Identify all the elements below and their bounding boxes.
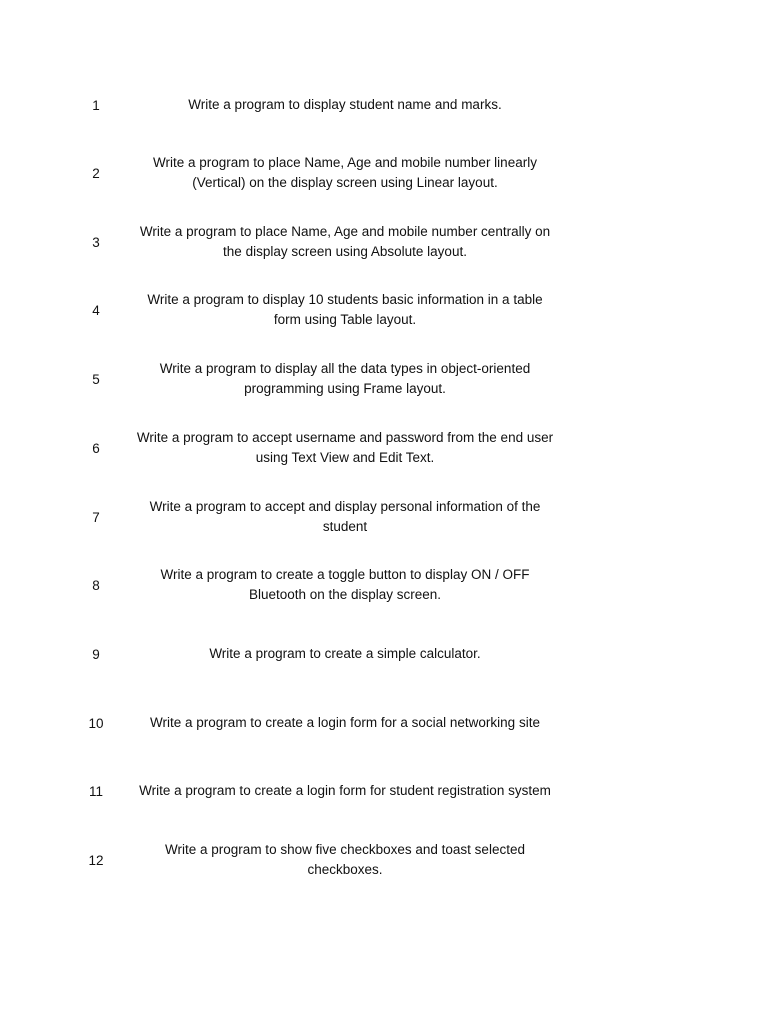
task-description: Write a program to accept username and password from the end user using Text View and Edit Text. [136, 429, 554, 465]
task-description: Write a program to show five checkboxes and toast selected checkboxes. [165, 841, 525, 877]
task-number: 9 [92, 646, 100, 662]
task-number: 1 [92, 97, 100, 113]
task-description: Write a program to display all the data types in object-oriented programming using Frame layout. [159, 360, 531, 396]
task-description: Write a program to accept and display personal information of the student [149, 498, 541, 534]
task-description: Write a program to create a login form for student registration system [139, 782, 551, 798]
task-description: Write a program to place Name, Age and mobile number centrally on the display screen using Absolute layout. [139, 223, 551, 259]
task-row [0, 830, 768, 890]
task-row [0, 761, 768, 821]
task-number: 4 [92, 302, 100, 318]
task-row [0, 418, 768, 478]
task-row [0, 624, 768, 684]
task-number: 6 [92, 440, 100, 456]
task-row [0, 75, 768, 135]
task-description: Write a program to create a login form for a social networking site [150, 714, 540, 730]
task-row [0, 143, 768, 203]
task-description: Write a program to create a simple calculator. [209, 645, 481, 661]
task-row [0, 349, 768, 409]
task-row [0, 693, 768, 753]
task-row [0, 555, 768, 615]
task-description: Write a program to create a toggle button to display ON / OFF Bluetooth on the display screen. [160, 566, 530, 602]
task-description: Write a program to place Name, Age and mobile number linearly (Vertical) on the display screen using Linear layout. [153, 154, 537, 190]
task-number: 10 [88, 715, 104, 731]
task-number: 5 [92, 371, 100, 387]
task-row [0, 280, 768, 340]
task-number: 8 [92, 577, 100, 593]
task-row [0, 487, 768, 547]
task-number: 11 [88, 783, 103, 799]
task-description: Write a program to display student name and marks. [188, 96, 502, 112]
task-row [0, 212, 768, 272]
task-number: 3 [92, 234, 100, 250]
task-number: 12 [88, 852, 104, 868]
task-number: 7 [92, 509, 100, 525]
task-number: 2 [92, 165, 100, 181]
task-description: Write a program to display 10 students basic information in a table form using Table layout. [147, 291, 543, 327]
